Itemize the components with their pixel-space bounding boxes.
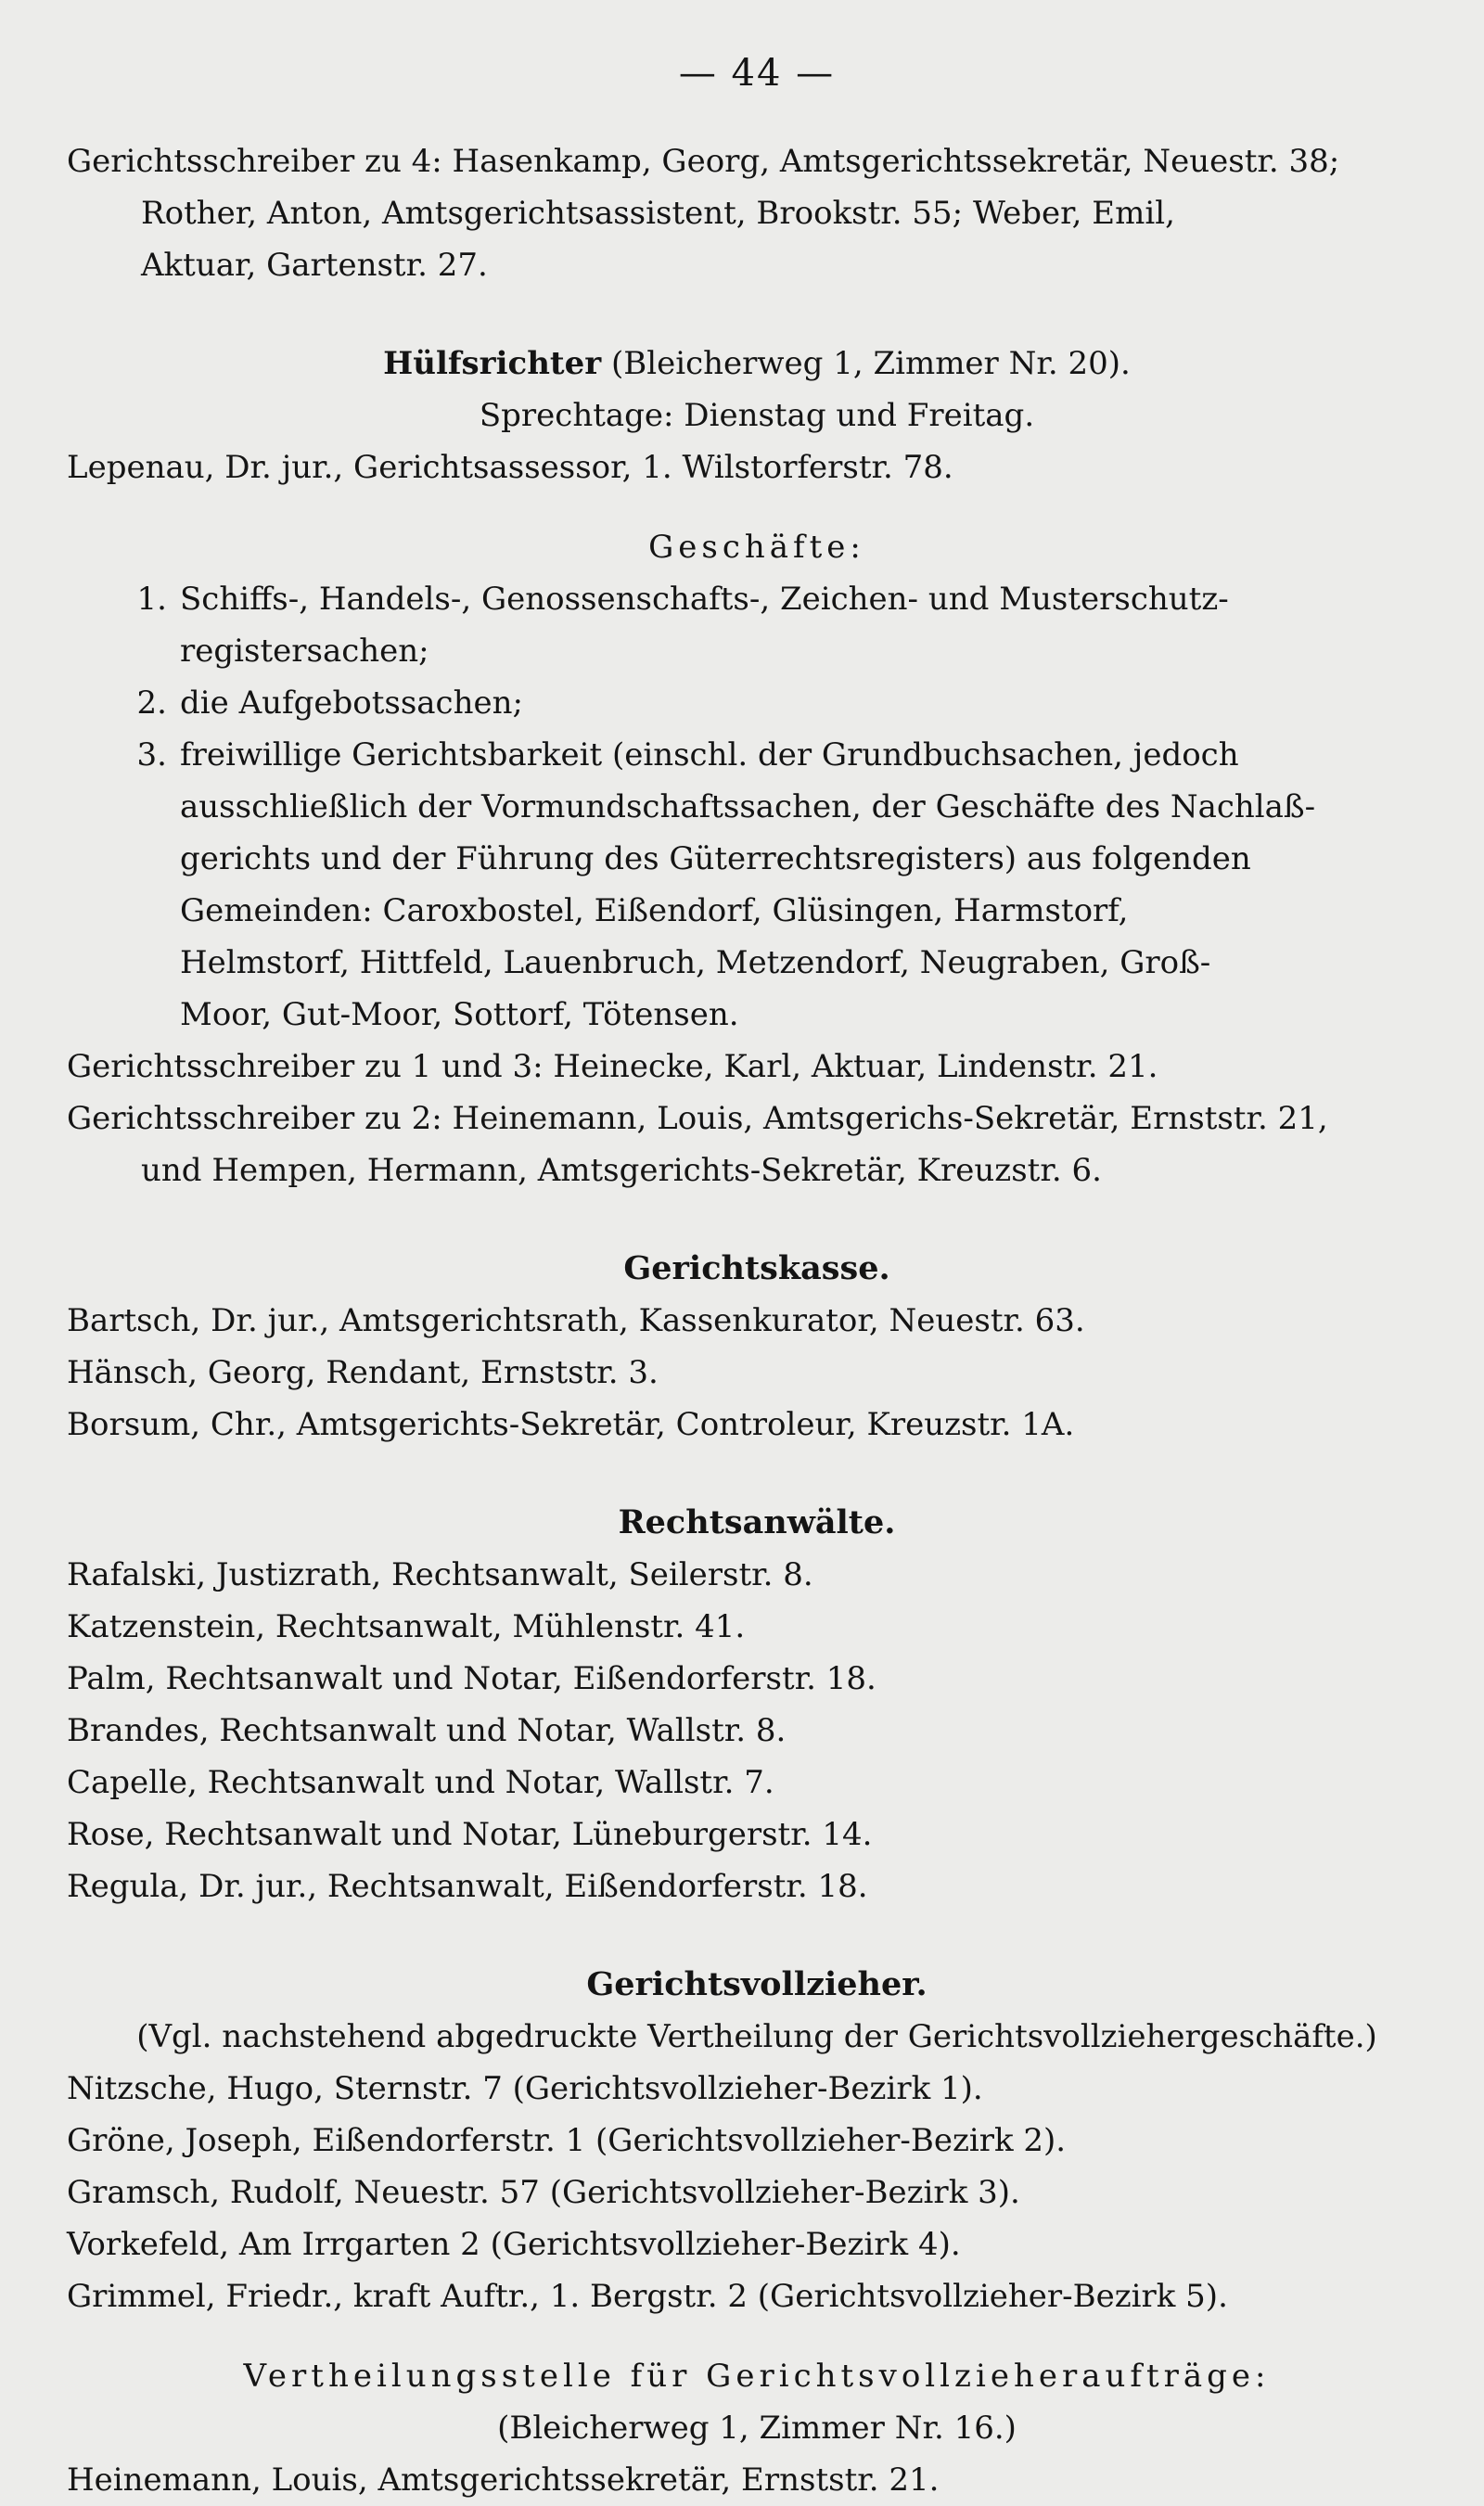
huelfsrichter-section [67, 338, 1447, 1196]
section-location: (Bleicherweg 1, Zimmer Nr. 16.) [497, 2410, 1017, 2447]
section-heading-location: (Bleicherweg 1, Zimmer Nr. 20). [601, 345, 1131, 382]
gerichtsvollzieher-section [67, 1959, 1447, 2322]
text-line: Gramsch, Rudolf, Neuestr. 57 (Gerichtsvollzieher-Bezirk 3). [67, 2174, 1020, 2211]
section-heading: Rechtsanwälte. [618, 1503, 896, 1541]
text-line: Gemeinden: Caroxbostel, Eißendorf, Glüsingen, Harmstorf, [180, 892, 1129, 929]
list-number: 1. [136, 581, 167, 618]
text-line: Rother, Anton, Amtsgerichtsassistent, Brookstr. 55; Weber, Emil, [141, 195, 1175, 232]
list-number: 3. [136, 736, 167, 774]
vertheilungsstelle-section [67, 2350, 1447, 2506]
list-item [121, 573, 1447, 677]
text-line: Vorkefeld, Am Irrgarten 2 (Gerichtsvollzieher-Bezirk 4). [67, 2226, 961, 2263]
text-line: Bartsch, Dr. jur., Amtsgerichtsrath, Kassenkurator, Neuestr. 63. [67, 1302, 1085, 1339]
list-item [121, 729, 1447, 1041]
gerichtskasse-section [67, 1243, 1447, 1451]
section-heading: Gerichtskasse. [623, 1249, 890, 1287]
text-line: Moor, Gut-Moor, Sottorf, Tötensen. [180, 996, 739, 1033]
text-line: Regula, Dr. jur., Rechtsanwalt, Eißendorferstr. 18. [67, 1868, 868, 1905]
list-item [121, 677, 1447, 729]
text-line: Katzenstein, Rechtsanwalt, Mühlenstr. 41. [67, 1608, 746, 1645]
section-note: (Vgl. nachstehend abgedruckte Vertheilung der Gerichtsvollziehergeschäfte.) [136, 2018, 1377, 2055]
text-line: Gröne, Joseph, Eißendorferstr. 1 (Gerichtsvollzieher-Bezirk 2). [67, 2122, 1067, 2159]
text-line: freiwillige Gerichtsbarkeit (einschl. der Grundbuchsachen, jedoch [180, 736, 1239, 774]
schreiber-line: Gerichtsschreiber zu 1 und 3: Heinecke, Karl, Aktuar, Lindenstr. 21. [67, 1048, 1158, 1085]
text-line: gerichts und der Führung des Güterrechtsregisters) aus folgenden [180, 840, 1251, 877]
text-line: Palm, Rechtsanwalt und Notar, Eißendorferstr. 18. [67, 1660, 876, 1697]
page-number: — 44 — [678, 52, 836, 95]
text-line: Rafalski, Justizrath, Rechtsanwalt, Seilerstr. 8. [67, 1556, 813, 1593]
text-line: Rose, Rechtsanwalt und Notar, Lüneburgerstr. 14. [67, 1816, 873, 1853]
text-line: Borsum, Chr., Amtsgerichts-Sekretär, Controleur, Kreuzstr. 1A. [67, 1406, 1075, 1443]
text-line: ausschließlich der Vormundschaftssachen, der Geschäfte des Nachlaß- [180, 788, 1316, 825]
section-heading: Hülfsrichter [383, 345, 602, 382]
text-line: Schiffs-, Handels-, Genossenschafts-, Zeichen- und Musterschutz- [180, 581, 1229, 618]
text-line: Helmstorf, Hittfeld, Lauenbruch, Metzendorf, Neugraben, Groß- [180, 944, 1211, 981]
text-line: Brandes, Rechtsanwalt und Notar, Wallstr. 8. [67, 1712, 787, 1749]
text-line: die Aufgebotssachen; [180, 684, 523, 722]
rechtsanwaelte-section [67, 1497, 1447, 1912]
list-number: 2. [136, 684, 167, 722]
text-line: Nitzsche, Hugo, Sternstr. 7 (Gerichtsvollzieher-Bezirk 1). [67, 2070, 983, 2107]
text-line: Aktuar, Gartenstr. 27. [141, 247, 488, 284]
text-line: Capelle, Rechtsanwalt und Notar, Wallstr. 7. [67, 1764, 774, 1801]
geschaefte-list [67, 573, 1447, 1041]
text-line: Gerichtsschreiber zu 4: Hasenkamp, Georg, Amtsgerichtssekretär, Neuestr. 38; [67, 143, 1340, 180]
text-line: Hänsch, Georg, Rendant, Ernststr. 3. [67, 1354, 659, 1391]
section-heading: Gerichtsvollzieher. [586, 1965, 928, 2003]
section-heading: Vertheilungsstelle für Gerichtsvollzieheraufträge: [243, 2358, 1271, 2395]
text-line: registersachen; [180, 633, 429, 670]
person-line: Lepenau, Dr. jur., Gerichtsassessor, 1. Wilstorferstr. 78. [67, 449, 953, 486]
schreiber-line: Gerichtsschreiber zu 2: Heinemann, Louis, Amtsgerichs-Sekretär, Ernststr. 21, [67, 1100, 1328, 1137]
huelfsrichter-title-line [67, 338, 1447, 390]
schreiber-line-continued: und Hempen, Hermann, Amtsgerichts-Sekretär, Kreuzstr. 6. [141, 1152, 1102, 1189]
text-line: Grimmel, Friedr., kraft Auftr., 1. Bergstr. 2 (Gerichtsvollzieher-Bezirk 5). [67, 2278, 1228, 2315]
geschaefte-heading: Geschäfte: [648, 529, 865, 566]
gerichtsschreiber-4-block [67, 135, 1447, 291]
person-line: Heinemann, Louis, Amtsgerichtssekretär, Ernststr. 21. [67, 2461, 940, 2499]
sprechtage-line: Sprechtage: Dienstag und Freitag. [479, 397, 1035, 434]
